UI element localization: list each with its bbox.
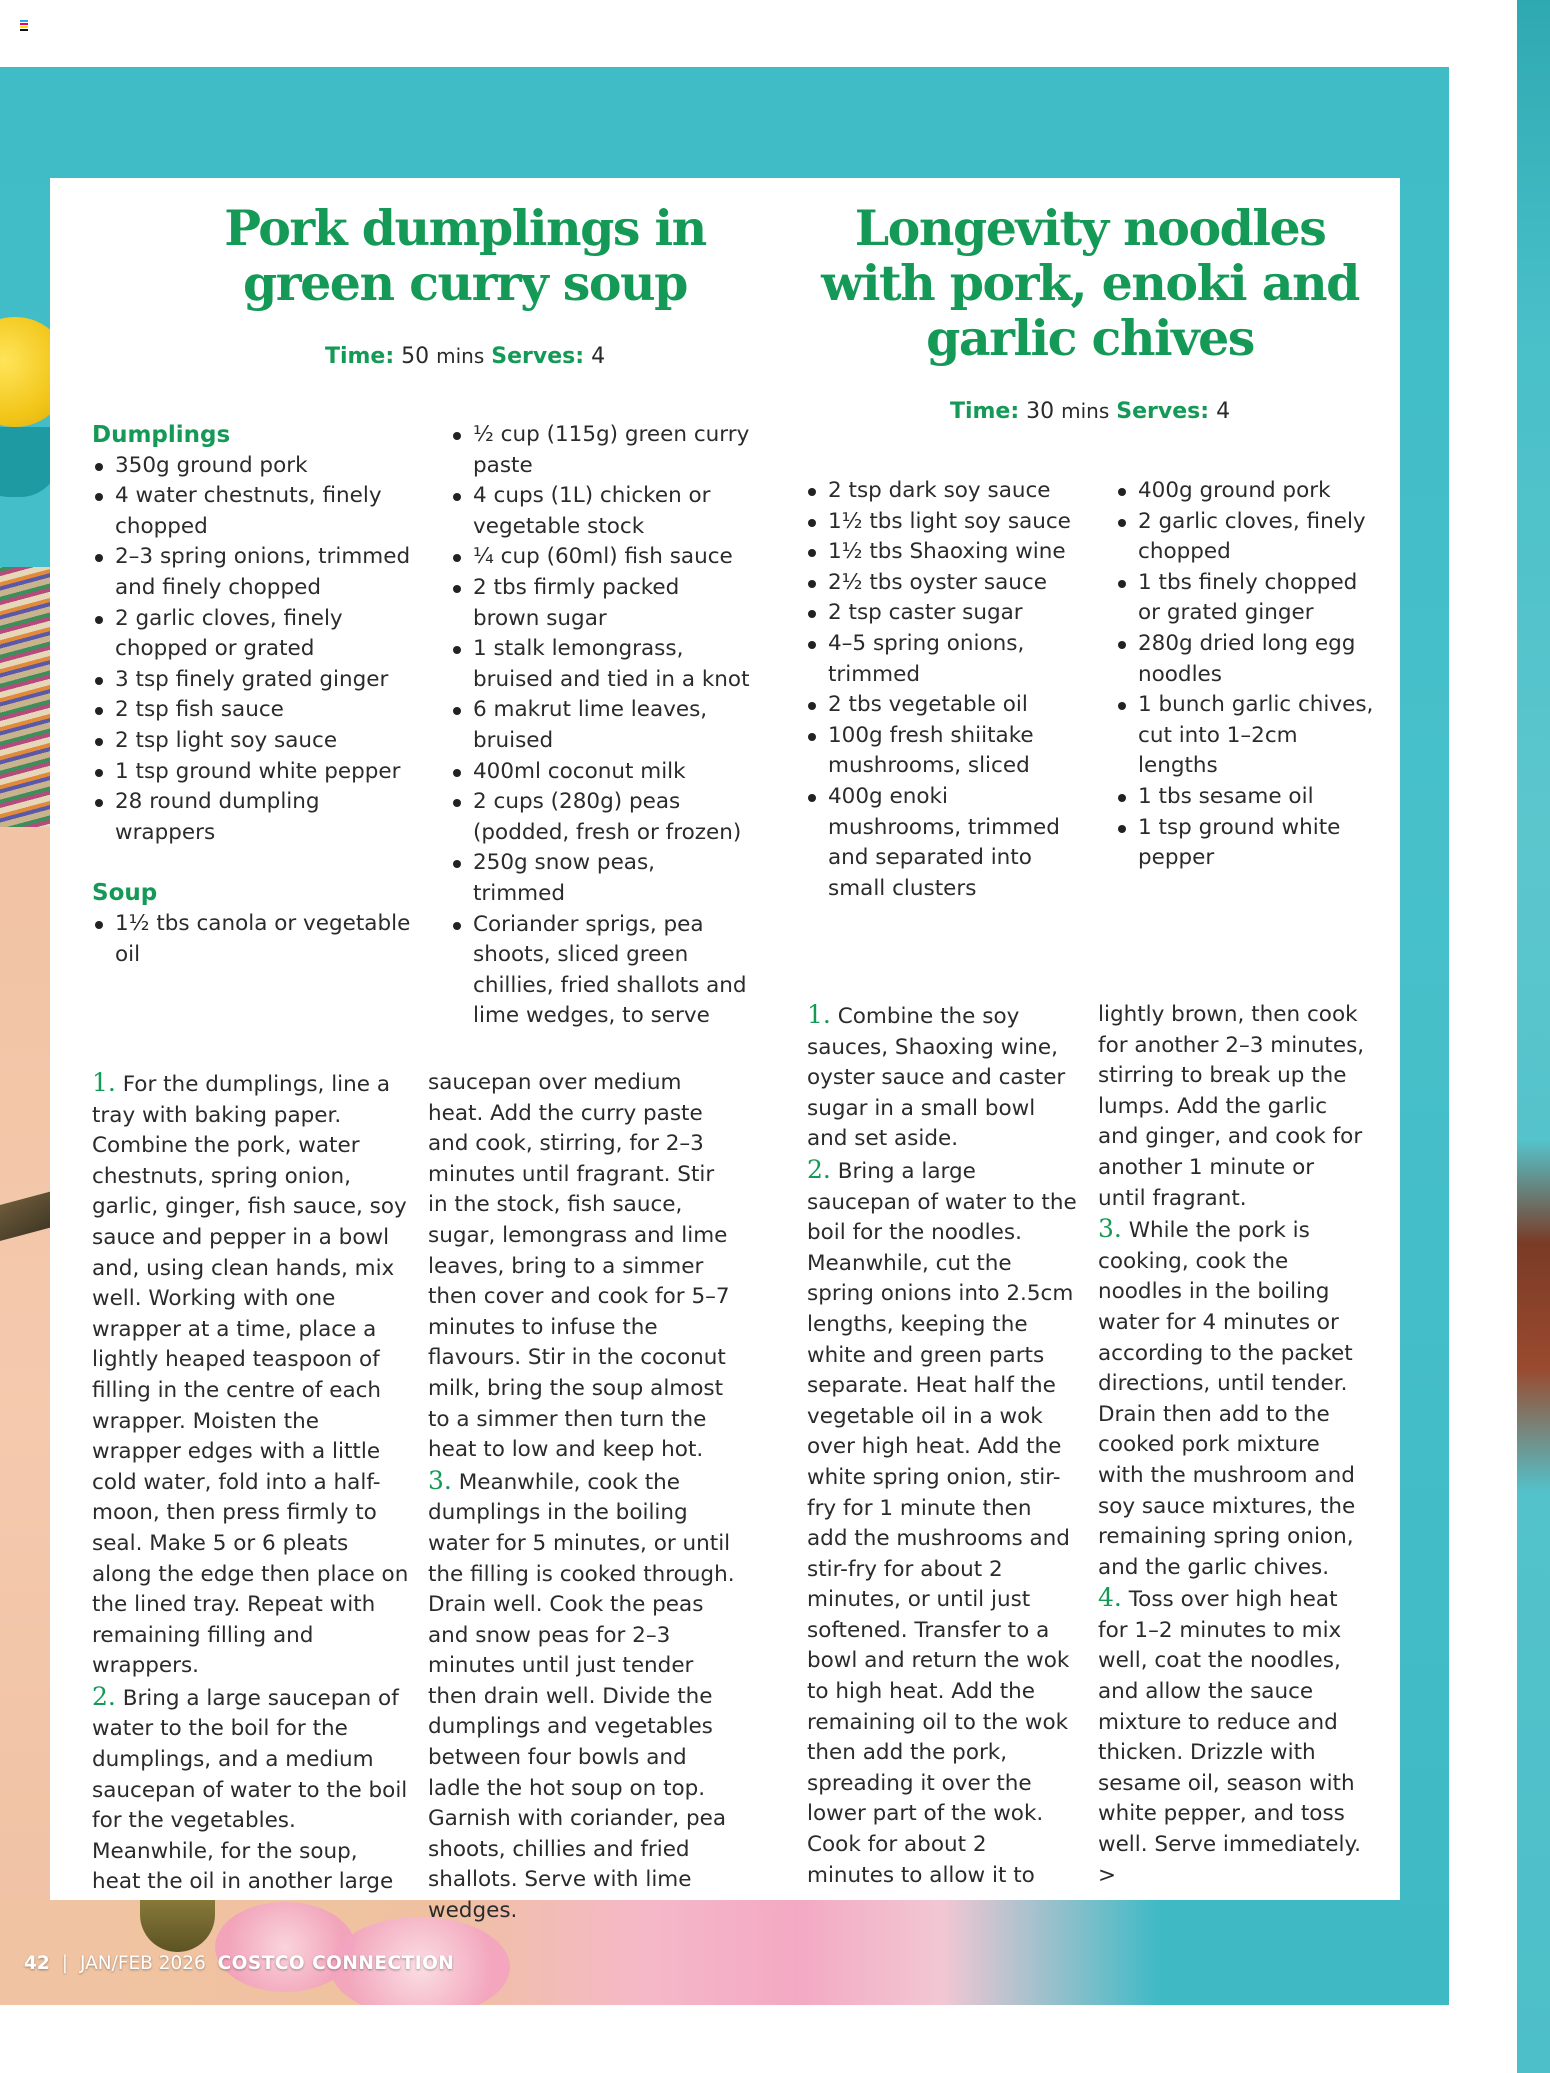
ingredient-item: 1½ tbs Shaoxing wine	[805, 537, 1085, 568]
issue-date: JAN/FEB 2026	[79, 1953, 206, 1974]
ingredient-item: 2½ tbs oyster sauce	[805, 568, 1085, 599]
step-text: Bring a large saucepan of water to the boil for the dumplings, and a medium saucepan of water to the boil for the vegetables. Meanwhile, for the soup, heat the oil in another large	[92, 1685, 408, 1895]
method-step	[807, 1155, 1077, 1891]
time-label: Time:	[324, 344, 395, 369]
ingredient-item: 400g enoki mushrooms, trimmed and separated into small clusters	[805, 782, 1085, 904]
recipe1-title	[90, 201, 840, 311]
step-text: While the pork is cooking, cook the noodles in the boiling water for 4 minutes or according to the packet directions, until tender. Drain then add to the cooked pork mixture with the mushroom and soy sauce mixtures, the remaining spring onion, and the garlic chives.	[1098, 1218, 1356, 1580]
step-text: For the dumplings, line a tray with baking paper. Combine the pork, water chestnuts, spring onion, garlic, ginger, fish sauce, soy sauce and pepper in a bowl and, using clean hands, mix well. Working with one wrapper at a time, place a lightly heaped teaspoon of filling in the centre of each wrapper. Moisten the wrapper edges with a little cold water, fold into a half-moon, then press firmly to seal. Make 5 or 6 pleats along the edge then place on the lined tray. Repeat with remaining filling and wrappers.	[92, 1072, 409, 1679]
recipe1-method-col2	[428, 1068, 738, 1927]
ingredient-item: 1 tsp ground white pepper	[1115, 813, 1375, 874]
title-line: Longevity noodles	[854, 199, 1326, 257]
ingredient-item: 2 cups (280g) peas (podded, fresh or frozen)	[450, 787, 750, 848]
method-step	[1098, 1214, 1368, 1583]
method-step	[92, 1682, 412, 1898]
recipe1-meta	[90, 344, 840, 369]
adjacent-page-edge	[1517, 0, 1550, 2073]
recipe-card	[50, 178, 1400, 1924]
print-registration-mark	[20, 20, 28, 29]
ingredient-item: 1 tbs finely chopped or grated ginger	[1115, 568, 1375, 629]
step-number: 2.	[92, 1681, 116, 1711]
ingredient-item: 2 tsp dark soy sauce	[805, 476, 1085, 507]
ingredient-list	[1115, 476, 1375, 874]
time-value: 30	[1026, 399, 1055, 424]
recipe1-ingredients-col2	[450, 420, 750, 1032]
method-step	[807, 1000, 1077, 1155]
ingredient-item: 2 tsp caster sugar	[805, 598, 1085, 629]
serves-label: Serves:	[491, 344, 585, 369]
recipe2-ingredients-col2	[1115, 476, 1375, 874]
ingredient-item: 4 cups (1L) chicken or vegetable stock	[450, 481, 750, 542]
method-step	[428, 1466, 738, 1927]
step-text: Bring a large saucepan of water to the boil for the noodles. Meanwhile, cut the spring onions into 2.5cm lengths, keeping the white and green parts separate. Heat half the vegetable oil in a wok over high heat. Add the white spring onion, stir-fry for 1 minute then add the mushrooms and stir-fry for about 2 minutes, or until just softened. Transfer to a bowl and return the wok to high heat. Add the remaining oil to the wok then add the pork, spreading it over the lower part of the wok. Cook for about 2 minutes to allow it to	[807, 1158, 1077, 1888]
page-footer	[24, 1953, 454, 1974]
ingredient-item: 2 garlic cloves, finely chopped	[1115, 507, 1375, 568]
publication-name: COSTCO CONNECTION	[217, 1953, 455, 1974]
recipe2-meta	[765, 399, 1415, 424]
step-text: saucepan over medium heat. Add the curry paste and cook, stirring, for 2–3 minutes until fragrant. Stir in the stock, fish sauce, sugar, lemongrass and lime leaves, bring to a simmer then cover and cook for 5–7 minutes to infuse the flavours. Stir in the coconut milk, bring the soup almost to a simmer then turn the heat to low and keep hot.	[428, 1070, 730, 1463]
ingredient-list	[450, 420, 750, 1032]
ingredient-item: 2–3 spring onions, trimmed and finely chopped	[92, 542, 412, 603]
time-value: 50	[401, 344, 430, 369]
ingredient-item: 1 stalk lemongrass, bruised and tied in a knot	[450, 634, 750, 695]
serves-value: 4	[591, 344, 606, 369]
recipe2-title	[765, 201, 1415, 366]
step-text: Combine the soy sauces, Shaoxing wine, oyster sauce and caster sugar in a small bowl and set aside.	[807, 1004, 1066, 1152]
ingredient-item: ½ cup (115g) green curry paste	[450, 420, 750, 481]
step-number: 1.	[807, 1000, 831, 1029]
ingredient-item: 400ml coconut milk	[450, 757, 750, 788]
page-number: 42	[24, 1953, 50, 1974]
title-line: green curry soup	[243, 254, 687, 312]
method-step	[1098, 1583, 1368, 1891]
recipe2-ingredients-col1	[805, 476, 1085, 904]
ingredient-item: 1 tbs sesame oil	[1115, 782, 1375, 813]
ingredient-item: 2 tsp light soy sauce	[92, 726, 412, 757]
ingredient-item: 1 bunch garlic chives, cut into 1–2cm lengths	[1115, 690, 1375, 782]
serves-label: Serves:	[1116, 399, 1210, 424]
ingredient-item: 100g fresh shiitake mushrooms, sliced	[805, 721, 1085, 782]
ingredient-item: 350g ground pork	[92, 451, 412, 482]
ingredient-list	[805, 476, 1085, 904]
time-unit: mins	[436, 344, 485, 368]
step-number: 1.	[92, 1068, 116, 1097]
ingredient-item: 4 water chestnuts, finely chopped	[92, 481, 412, 542]
ingredient-item: 2 tbs vegetable oil	[805, 690, 1085, 721]
ingredient-item: 2 tsp fish sauce	[92, 695, 412, 726]
ingredient-item: 1½ tbs canola or vegetable oil	[92, 909, 412, 970]
ingredient-item: Coriander sprigs, pea shoots, sliced green chillies, fried shallots and lime wedges, to serve	[450, 910, 750, 1032]
serves-value: 4	[1216, 399, 1231, 424]
recipe2-method-col2	[1098, 1000, 1368, 1891]
title-line: Pork dumplings in	[224, 199, 706, 257]
method-step-continued	[1098, 1000, 1368, 1214]
ingredient-item: 3 tsp finely grated ginger	[92, 665, 412, 696]
title-line: garlic chives	[926, 309, 1254, 367]
ingredient-item: 6 makrut lime leaves, bruised	[450, 695, 750, 756]
step-text: Meanwhile, cook the dumplings in the boiling water for 5 minutes, or until the filling is cooked through. Drain well. Cook the peas and snow peas for 2–3 minutes until just tender then drain well. Divide the dumplings and vegetables between four bowls and ladle the hot soup on top. Garnish with coriander, pea shoots, chillies and fried shallots. Serve with lime wedges.	[428, 1469, 735, 1924]
recipe1-ingredients-col1	[92, 420, 412, 970]
step-text: lightly brown, then cook for another 2–3 minutes, stirring to break up the lumps. Add the garlic and ginger, and cook for another 1 minute or until fragrant.	[1098, 1002, 1365, 1211]
ingredient-list	[92, 451, 412, 849]
ingredient-item: 250g snow peas, trimmed	[450, 848, 750, 909]
ingredient-item: 280g dried long egg noodles	[1115, 629, 1375, 690]
recipe1-method-col1	[92, 1068, 412, 1898]
step-number: 2.	[807, 1154, 831, 1184]
ingredient-item: 400g ground pork	[1115, 476, 1375, 507]
method-step-continued	[428, 1068, 738, 1466]
time-label: Time:	[949, 399, 1020, 424]
footer-separator: |	[61, 1953, 68, 1974]
ingredient-item: ¼ cup (60ml) fish sauce	[450, 542, 750, 573]
section-heading-soup: Soup	[92, 880, 158, 907]
ingredient-list	[92, 909, 412, 970]
title-line: with pork, enoki and	[821, 254, 1359, 312]
ingredient-item: 4–5 spring onions, trimmed	[805, 629, 1085, 690]
step-number: 4.	[1098, 1583, 1122, 1613]
ingredient-item: 1½ tbs light soy sauce	[805, 507, 1085, 538]
recipe2-method-col1	[807, 1000, 1077, 1891]
step-text: Toss over high heat for 1–2 minutes to mix well, coat the noodles, and allow the sauce mixture to reduce and thicken. Drizzle with sesame oil, season with white pepper, and toss well. Serve immediately. >	[1098, 1587, 1361, 1888]
section-heading-dumplings: Dumplings	[92, 422, 231, 448]
step-number: 3.	[1098, 1214, 1122, 1244]
ingredient-item: 2 tbs firmly packed brown sugar	[450, 573, 750, 634]
ingredient-item: 1 tsp ground white pepper	[92, 757, 412, 788]
ingredient-item: 2 garlic cloves, finely chopped or grated	[92, 604, 412, 665]
ingredient-item: 28 round dumpling wrappers	[92, 787, 412, 848]
step-number: 3.	[428, 1465, 452, 1495]
method-step	[92, 1068, 412, 1682]
time-unit: mins	[1061, 399, 1110, 423]
